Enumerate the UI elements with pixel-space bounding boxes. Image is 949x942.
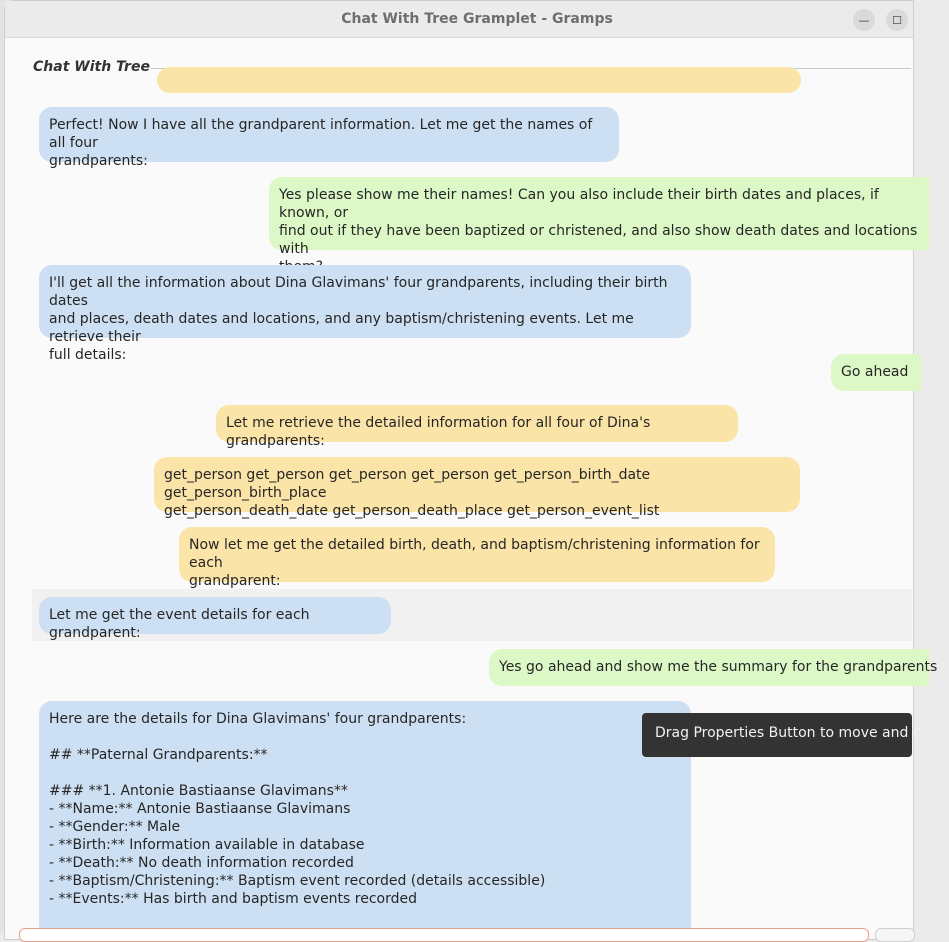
minimize-button[interactable] — [853, 9, 875, 31]
title-bar[interactable] — [5, 1, 913, 38]
user-message: Go ahead — [831, 354, 921, 391]
system-message: Now let me get the detailed birth, death, and baptism/christening information for each grandparent: — [179, 527, 775, 582]
chat-history[interactable] — [32, 87, 938, 920]
frame-label: Chat With Tree — [33, 59, 150, 75]
window-title: Chat With Tree Gramplet - Gramps — [341, 11, 613, 27]
drag-tooltip: Drag Properties Button to move and c — [642, 713, 912, 757]
assistant-message: Perfect! Now I have all the grandparent information. Let me get the names of all four grandparents: — [39, 107, 619, 162]
gramplet-window — [4, 0, 938, 940]
system-message: Let me retrieve the detailed information for all four of Dina's grandparents: — [216, 405, 738, 442]
assistant-message: I'll get all the information about Dina Glavimans' four grandparents, including their birth dates and places, death dates and locations, and any baptism/christening events. Let me retrieve their full details: — [39, 265, 691, 338]
message-bubble-partial — [157, 67, 801, 93]
chat-input[interactable] — [19, 928, 869, 942]
send-button[interactable] — [875, 928, 915, 942]
user-message: Yes go ahead and show me the summary for the grandparents — [489, 649, 929, 686]
assistant-summary-message: Here are the details for Dina Glavimans' four grandparents: ## **Paternal Grandparents:** ### **1. Antonie Bastiaanse Glavimans** - **Name:** Antonie Bastiaanse Glavimans - **Gender:** Male - **Birth:** Information available in database - **Death:** No death information recorded - **Baptism/Christening:** Baptism event recorded (details accessible) - **Events:** Has birth and baptism events recorded — [39, 701, 691, 941]
user-message: Yes please show me their names! Can you also include their birth dates and places, if known, or find out if they have been baptized or christened, and also show death dates and locations with — [269, 177, 929, 250]
minimize-icon: — — [858, 13, 870, 27]
tool-calls-message: get_person get_person get_person get_person get_person_birth_date get_person_birth_place get_person_death_date get_person_death_place get_person_event_list — [154, 457, 800, 512]
maximize-button[interactable] — [886, 9, 908, 31]
maximize-icon: ☐ — [892, 13, 902, 27]
assistant-message: Let me get the event details for each grandparent: — [39, 597, 391, 634]
